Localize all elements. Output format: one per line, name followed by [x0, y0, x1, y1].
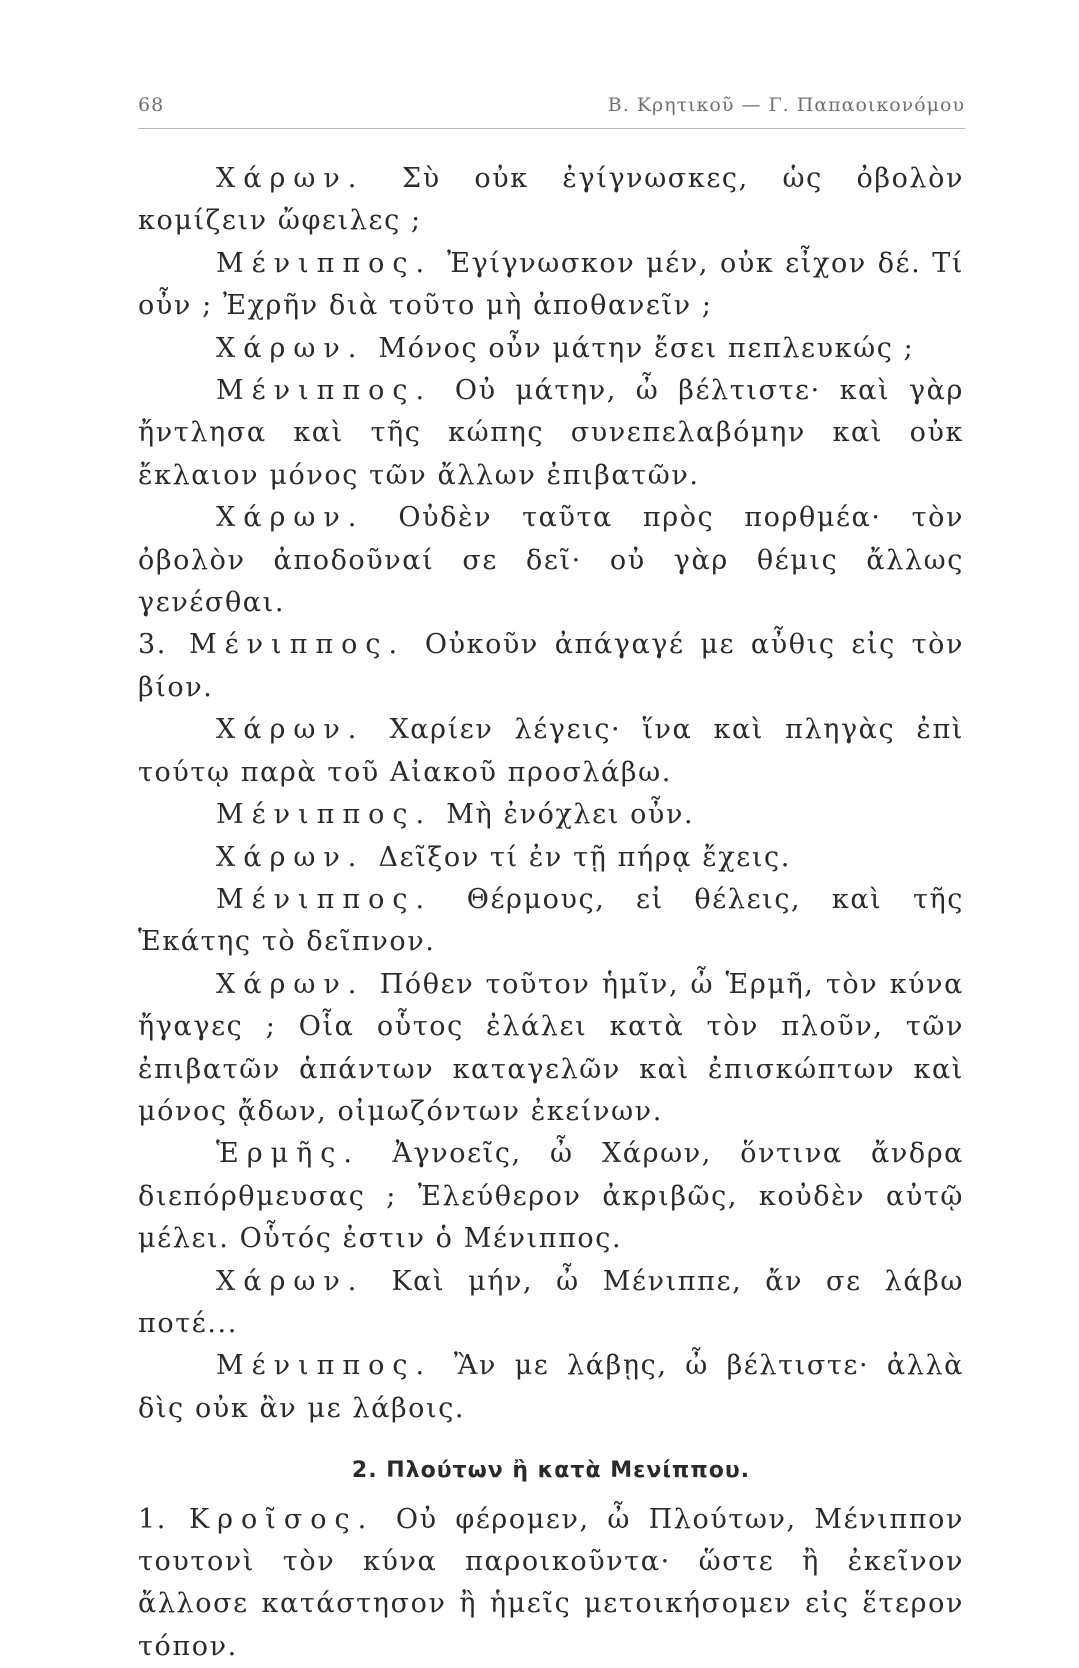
- dialogue-paragraph: [138, 709, 964, 794]
- speaker-name: Κροῖσος.: [188, 1503, 375, 1535]
- dialogue-paragraph: [138, 1133, 964, 1260]
- dialogue-text: Χαρίεν λέγεις· ἵνα καὶ πληγὰς ἐπὶ τούτῳ παρὰ τοῦ Αἰακοῦ προσλάβω.: [138, 714, 964, 788]
- dialogue-text: Μὴ ἐνόχλει οὖν.: [446, 799, 695, 831]
- dialogue-paragraph: [138, 837, 964, 879]
- dialogue-paragraph: [138, 1261, 964, 1346]
- speaker-name: Χάρων.: [216, 714, 365, 746]
- dialogue-paragraph: [138, 158, 964, 243]
- dialogue-paragraph: [138, 964, 964, 1134]
- dialogue-text: Ἂν με λάβῃς, ὦ βέλτιστε· ἀλλὰ δὶς οὐκ ἂν με λάβοις.: [138, 1350, 964, 1424]
- page-number: 68: [138, 94, 165, 116]
- dialogue-text: Ἀγνοεῖς, ὦ Χάρων, ὅντινα ἄνδρα διεπόρθμευσας ; Ἐλεύθερον ἀκριβῶς, κοὐδὲν αὐτῷ μέλει. Οὗτός ἐστιν ὁ Μένιππος.: [138, 1138, 965, 1255]
- dialogue-paragraph: [138, 497, 964, 624]
- dialogue-paragraph: [138, 624, 964, 709]
- speaker-name: Μένιππος.: [216, 1350, 433, 1382]
- dialogue-paragraph: [138, 370, 964, 497]
- dialogue-text: Δεῖξον τί ἐν τῇ πήρᾳ ἔχεις.: [378, 841, 791, 873]
- dialogue-text: Μόνος οὖν μάτην ἔσει πεπλευκώς ;: [378, 332, 915, 364]
- dialogue-paragraph: [138, 794, 964, 836]
- speaker-name: Μένιππος.: [216, 375, 433, 407]
- speaker-name: Χάρων.: [216, 163, 365, 194]
- page-body: [138, 158, 964, 1668]
- speaker-name: Μένιππος.: [216, 247, 433, 279]
- dialogue-paragraph: [138, 328, 964, 370]
- speaker-name: Χάρων.: [216, 841, 365, 873]
- speaker-name: Χάρων.: [216, 332, 365, 364]
- running-title: Β. Κρητικοῦ — Γ. Παπαοικονόμου: [607, 94, 965, 116]
- dialogue-text: Οὐ φέρομεν, ὦ Πλούτων, Μένιππον τουτονὶ τὸν κύνα παροικοῦντα· ὥστε ἢ ἐκεῖνον ἄλλοσε κατάστησον ἢ ἡμεῖς μετοικήσομεν εἰς ἕτερον τόπον.: [138, 1503, 964, 1662]
- dialogue-paragraph: [138, 879, 964, 964]
- speaker-name: Μένιππος.: [188, 629, 406, 661]
- dialogue-text: Θέρμους, εἰ θέλεις, καὶ τῆς Ἑκάτης τὸ δεῖπνον.: [138, 883, 964, 958]
- dialogue-paragraph: [138, 1345, 964, 1430]
- dialogue-text: Ἐγίγνωσκον μέν, οὐκ εἶχον δέ. Τί οὖν ; Ἐχρῆν διὰ τοῦτο μὴ ἀποθανεῖν ;: [138, 247, 964, 322]
- page-header: [138, 94, 965, 129]
- section-number: 1.: [138, 1503, 167, 1535]
- dialogue-text: Καὶ μήν, ὦ Μένιππε, ἄν σε λάβω ποτέ...: [138, 1265, 965, 1339]
- speaker-name: Μένιππος.: [216, 883, 433, 915]
- speaker-name: Ἑρμῆς.: [216, 1138, 361, 1170]
- dialogue-text: Οὐδὲν ταῦτα πρὸς πορθμέα· τὸν ὀβολὸν ἀποδοῦναί σε δεῖ· οὐ γὰρ θέμις ἄλλως γενέσθαι.: [138, 502, 964, 619]
- dialogue-text: Οὐ μάτην, ὦ βέλτιστε· καὶ γὰρ ἤντλησα καὶ τῆς κώπης συνεπελαβόμην καὶ οὐκ ἔκλαιον μόνος τῶν ἄλλων ἐπιβατῶν.: [138, 375, 964, 491]
- dialogue-paragraph: [138, 1499, 964, 1668]
- dialogue-text: Σὺ οὐκ ἐγίγνωσκες, ὡς ὀβολὸν κομίζειν ὤφειλες ;: [138, 163, 964, 237]
- speaker-name: Μένιππος.: [216, 799, 433, 831]
- dialogue-text: Οὐκοῦν ἀπάγαγέ με αὖθις εἰς τὸν βίον.: [138, 629, 964, 703]
- speaker-name: Χάρων.: [216, 502, 365, 534]
- dialogue-text: Πόθεν τοῦτον ἡμῖν, ὦ Ἑρμῆ, τὸν κύνα ἤγαγες ; Οἷα οὗτος ἐλάλει κατὰ τὸν πλοῦν, τῶν ἐπιβατῶν ἁπάντων καταγελῶν καὶ ἐπισκώπτων καὶ μόνος ᾄδων, οἰμωζόντων ἐκείνων.: [138, 968, 964, 1127]
- speaker-name: Χάρων.: [216, 968, 365, 1000]
- section-number: 3.: [138, 629, 167, 661]
- section-title: 2. Πλούτων ἢ κατὰ Μενίππου.: [351, 1458, 751, 1484]
- dialogue-paragraph: [138, 243, 964, 328]
- speaker-name: Χάρων.: [216, 1265, 365, 1297]
